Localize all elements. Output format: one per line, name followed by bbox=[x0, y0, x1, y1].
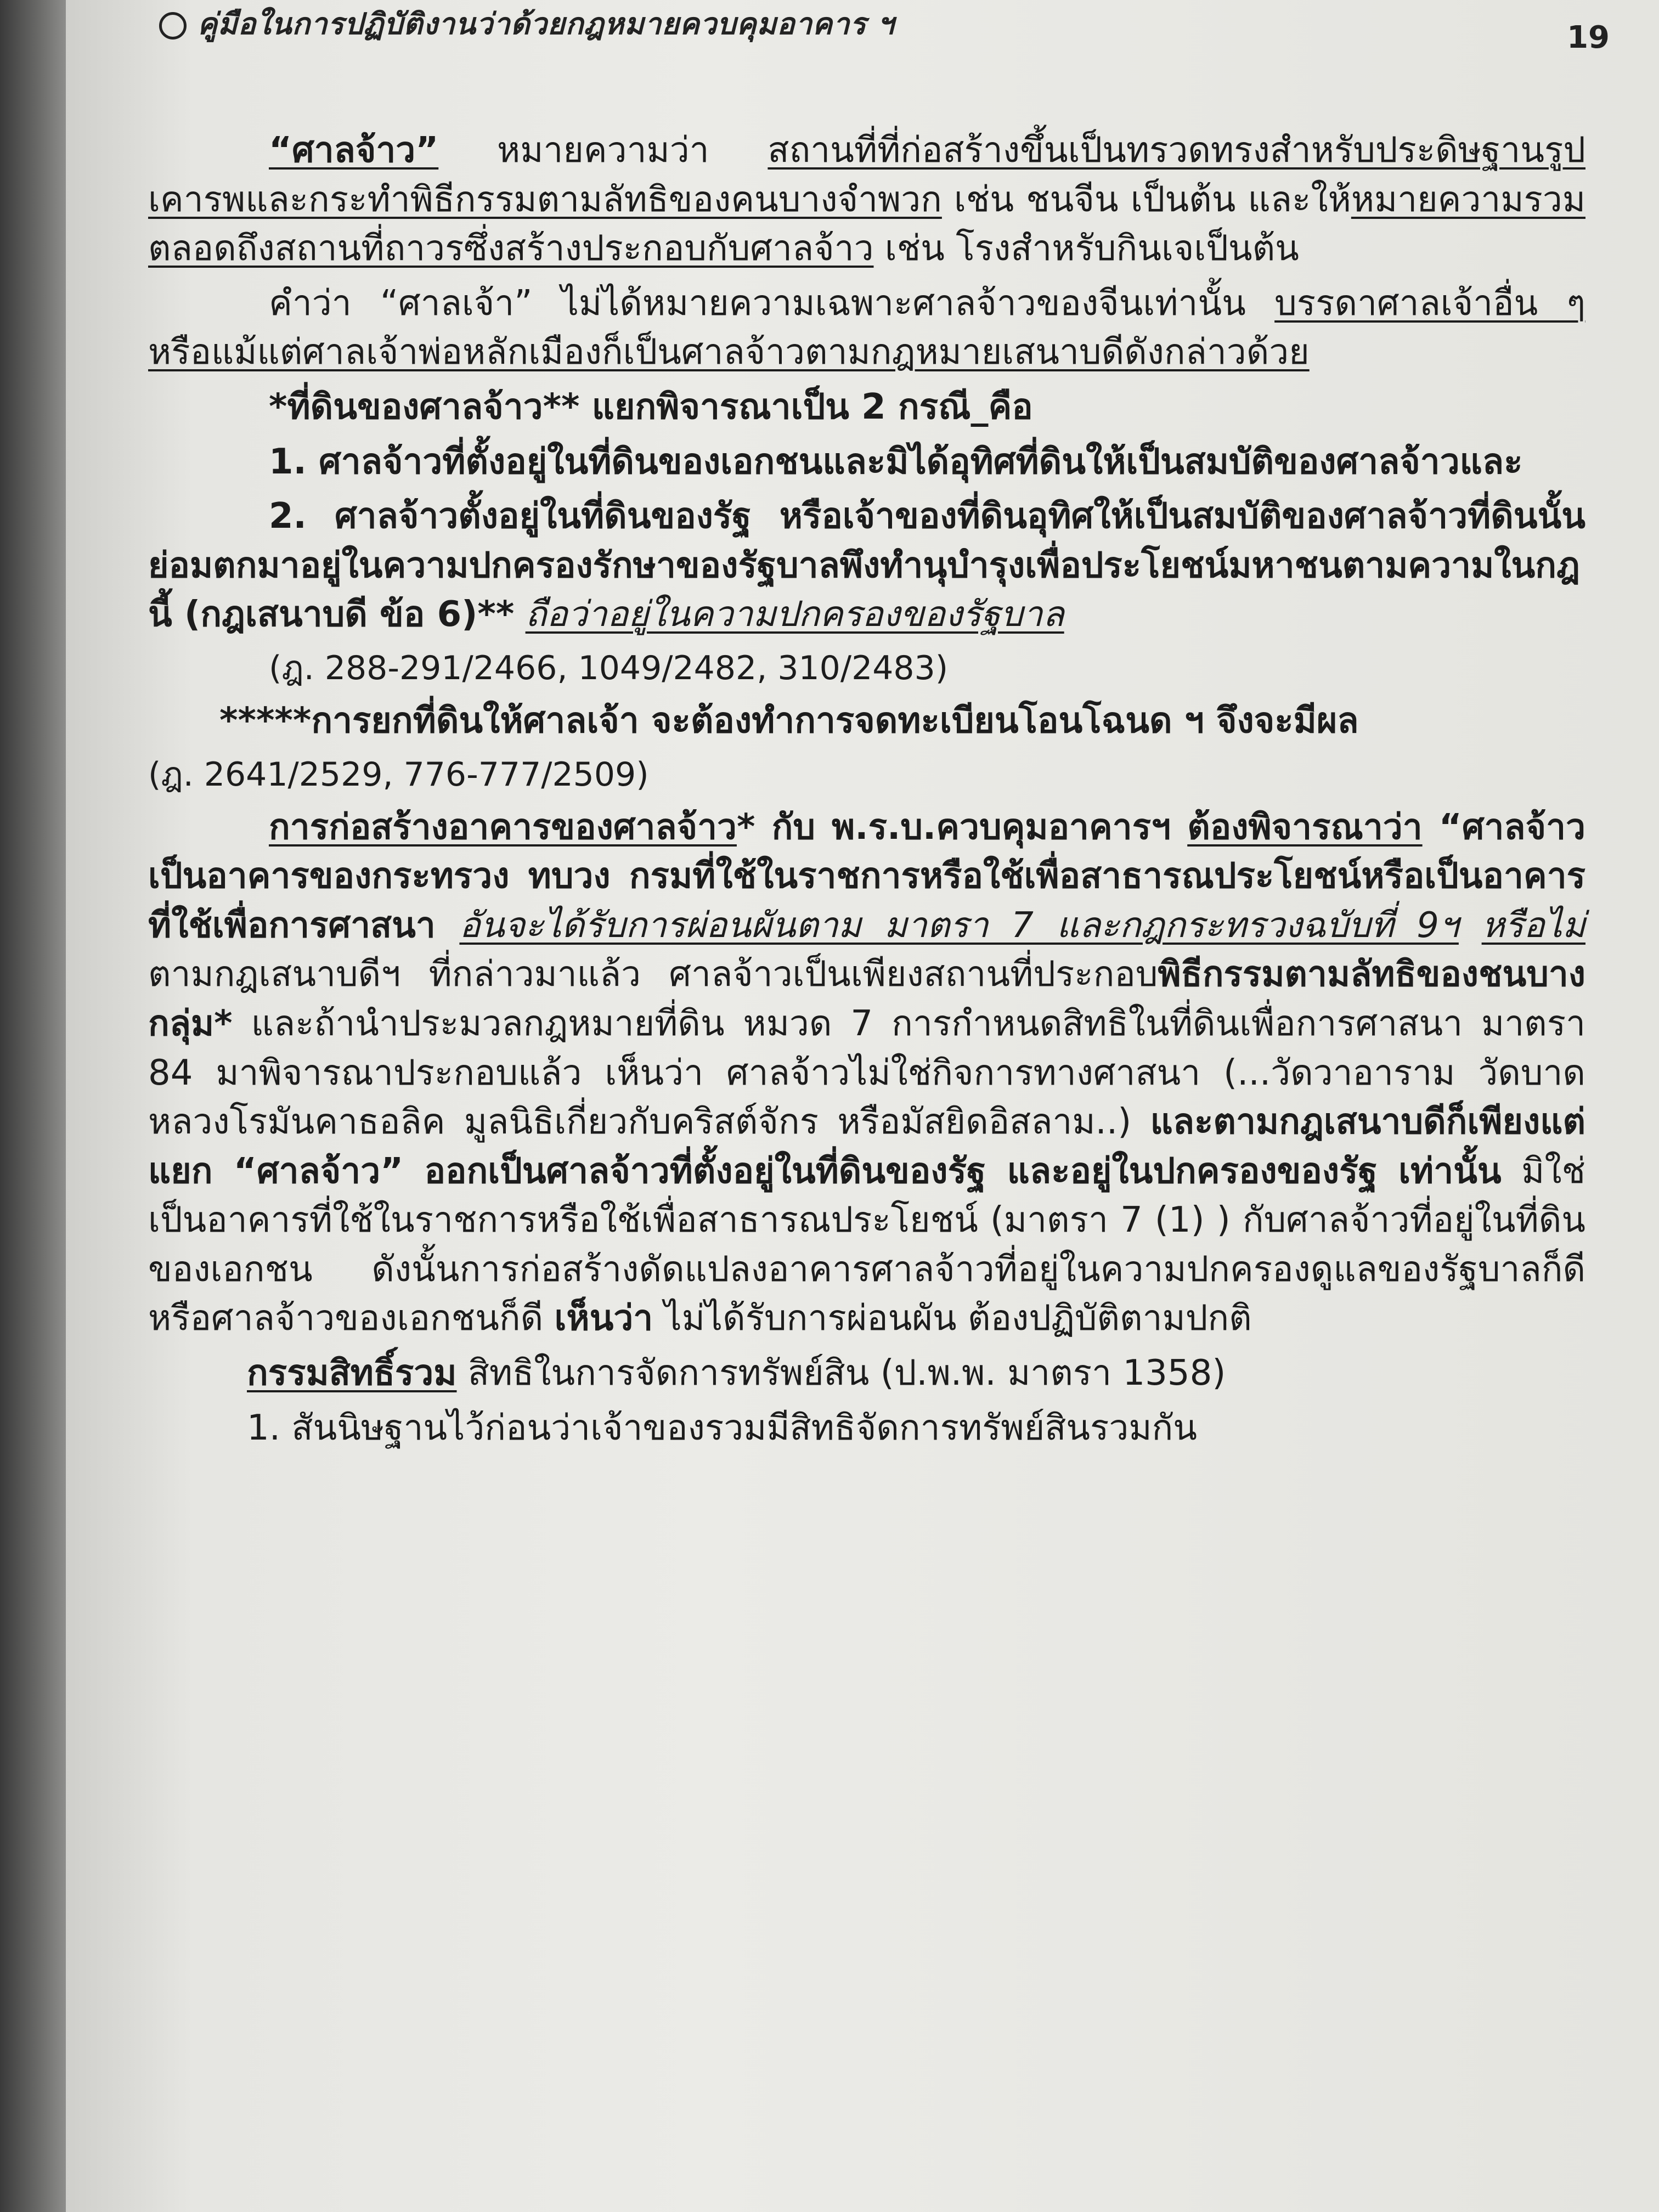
text: ไม่ได้รับการผ่อนผัน ต้องปฏิบัติตามปกติ bbox=[653, 1298, 1252, 1339]
case-citation: (ฎ. 288-291/2466, 1049/2482, 310/2483) bbox=[269, 648, 949, 687]
bold-text: พิธีกรรมตามลัทธิของชนบางกลุ่ม* bbox=[148, 954, 1585, 1044]
page-body bbox=[148, 126, 1585, 1458]
header-title: คู่มือในการปฏิบัติงานว่าด้วยกฎหมายควบคุมอาคาร ฯ bbox=[198, 7, 895, 41]
text: ตามกฎเสนาบดีฯ ที่กล่าวมาแล้ว ศาลจ้าวเป็นเพียงสถานที่ประกอบ bbox=[148, 954, 1158, 995]
paragraph-land-transfer: *****การยกที่ดินให้ศาลเจ้า จะต้องทำการจดทะเบียนโอนโฉนด ฯ จึงจะมีผล bbox=[219, 700, 1359, 741]
case-citation-2: (ฎ. 2641/2529, 776-777/2509) bbox=[148, 755, 649, 794]
text: คำว่า “ศาลเจ้า” ไม่ได้หมายความเฉพาะศาลจ้าวของจีนเท่านั้น bbox=[269, 283, 1275, 324]
text: หมายความว่า bbox=[438, 130, 768, 171]
bold-text: เห็นว่า bbox=[554, 1298, 653, 1339]
text: และถ้านำประมวลกฎหมายที่ดิน หมวด 7 การกำหนดสิทธิในที่ดินเพื่อการศาสนา มาตรา 84 มาพิจารณาประกอบแล้ว เห็นว่า ศาลจ้าวไม่ใช่กิจการทางศาสนา (...วัดวาอาราม วัดบาดหลวงโรมันคาธอลิค มูลนิธิเกี่ยวกับคริสต์จักร หรือมัสยิดอิสลาม..) bbox=[148, 1003, 1585, 1143]
list-item-2 bbox=[148, 492, 1585, 640]
underlined-italic-text-2: หรือไม่ bbox=[1481, 905, 1585, 946]
definition-underlined: สถานที่ที่ก่อสร้างขึ้นเป็นทรวดทรงสำหรับประดิษฐานรูปเคารพและกระทำพิธีกรรมตามลัทธิของคนบางจำพวก bbox=[148, 130, 1585, 220]
text: เช่น โรงสำหรับกินเจเป็นต้น bbox=[873, 228, 1299, 269]
underlined-heading: การก่อสร้างอาคารของศาลจ้าว bbox=[269, 806, 737, 848]
definition-underlined-2: หมายความรวมตลอดถึงสถานที่ถาวรซึ่งสร้างประกอบกับศาลจ้าว bbox=[148, 179, 1585, 269]
book-spine-shadow bbox=[0, 0, 66, 2212]
running-header bbox=[159, 0, 894, 47]
paragraph-co-ownership bbox=[148, 1349, 1585, 1398]
list-item-co-ownership-1: 1. สันนิษฐานไว้ก่อนว่าเจ้าของรวมมีสิทธิจัดการทรัพย์สินรวมกัน bbox=[247, 1407, 1198, 1448]
defined-term: “ศาลจ้าว” bbox=[269, 130, 439, 171]
text: มิใช่เป็นอาคารที่ใช้ในราชการหรือใช้เพื่อสาธารณประโยชน์ (มาตรา 7 (1) ) กับศาลจ้าวที่อยู่ในที่ดินของเอกชน ดังนั้นการก่อสร้างดัดแปลงอาคารศาลจ้าวที่อยู่ในความปกครองดูแลของรัฐบาลก็ดี หรือศาลจ้าวของเอกชนก็ดี bbox=[148, 1150, 1585, 1339]
underlined-text: บรรดาศาลเจ้าอื่น ๆ หรือแม้แต่ศาลเจ้าพ่อหลักเมืองก็เป็นศาลจ้าวตามกฎหมายเสนาบดีดังกล่าวด้วย bbox=[148, 283, 1585, 373]
underlined-italic-text: อันจะได้รับการผ่อนผันตาม มาตรา 7 และกฎกระทรวงฉบับที่ 9ฯ bbox=[459, 905, 1459, 946]
paragraph-definition bbox=[148, 126, 1585, 274]
bold-text: “ศาลจ้าวเป็นอาคารของกระทรวง ทบวง กรมที่ใช้ในราชการหรือใช้เพื่อสาธารณประโยชน์หรือเป็นอาคารที่ใช้เพื่อการศาสนา bbox=[148, 806, 1586, 946]
bold-text: 2. ศาลจ้าวตั้งอยู่ในที่ดินของรัฐ หรือเจ้าของที่ดินอุทิศให้เป็นสมบัติของศาลจ้าวที่ดินนั้นย่อมตกมาอยู่ในความปกครองรักษาของรัฐบาลพึงทำนุบำรุงเพื่อประโยชน์มหาชนตามความในกฎนี้ (กฎเสนาบดี ข้อ 6)** bbox=[148, 496, 1585, 635]
text: เช่น ชนจีน เป็นต้น และให้ bbox=[941, 179, 1351, 220]
underlined-bold-heading: กรรมสิทธิ์รวม bbox=[247, 1353, 457, 1394]
paragraph-land-heading: *ที่ดินของศาลจ้าว** แยกพิจารณาเป็น 2 กรณี_คือ bbox=[269, 386, 1033, 427]
underlined-italic-text: ถือว่าอยู่ในความปกครองของรัฐบาล bbox=[525, 594, 1064, 635]
bold-text: และตามกฎเสนาบดีก็เพียงแต่แยก “ศาลจ้าว” ออกเป็นศาลจ้าวที่ตั้งอยู่ในที่ดินของรัฐ และอยู่ในปกครองของรัฐ เท่านั้น bbox=[148, 1102, 1585, 1192]
header-bullet-icon bbox=[159, 12, 187, 40]
page-number: 19 bbox=[1567, 20, 1610, 55]
text: สิทธิในการจัดการทรัพย์สิน (ป.พ.พ. มาตรา 1358) bbox=[456, 1353, 1226, 1394]
list-item-1: 1. ศาลจ้าวที่ตั้งอยู่ในที่ดินของเอกชนและมิได้อุทิศที่ดินให้เป็นสมบัติของศาลจ้าวและ bbox=[269, 441, 1523, 482]
bold-text: * กับ พ.ร.บ.ควบคุมอาคารฯ bbox=[736, 806, 1188, 848]
paragraph-shrine-meaning bbox=[148, 279, 1585, 377]
text bbox=[1459, 905, 1482, 946]
book-page bbox=[66, 0, 1659, 2212]
paragraph-construction bbox=[148, 803, 1585, 1344]
underlined-bold-text: ต้องพิจารณาว่า bbox=[1187, 806, 1423, 848]
